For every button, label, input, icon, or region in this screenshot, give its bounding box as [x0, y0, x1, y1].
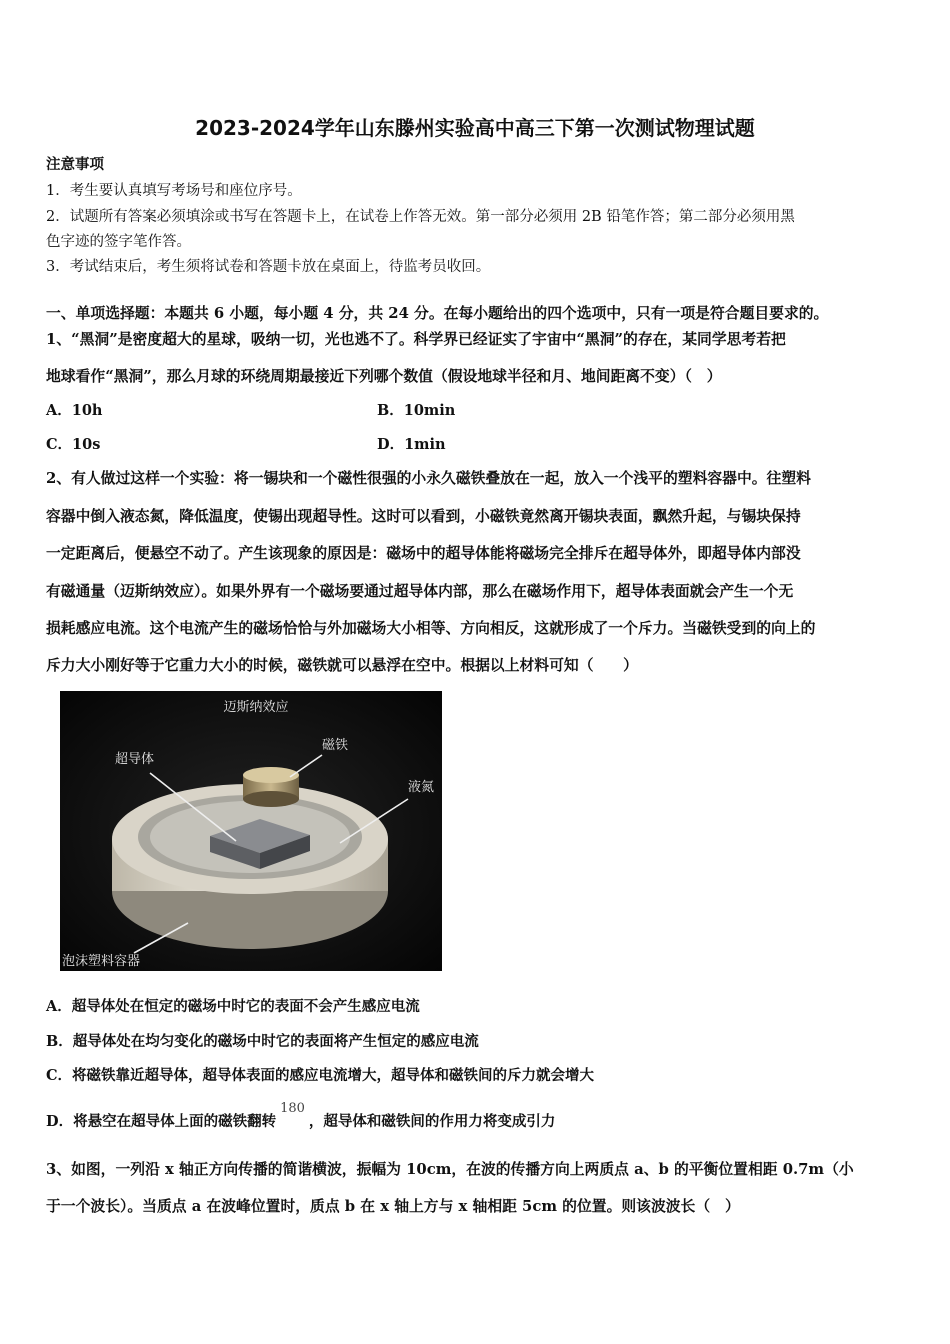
magnet-top — [243, 767, 299, 783]
notice-item: 3．考试结束后，考生须将试卷和答题卡放在桌面上，待监考员收回。 — [46, 259, 491, 275]
question-1-line: 地球看作“黑洞”，那么月球的环绕周期最接近下列哪个数值（假设地球半径和月、地间距离不变）（ ） — [46, 368, 722, 385]
question-2-line: 一定距离后，便悬空不动了。产生该现象的原因是：磁场中的超导体能将磁场完全排斥在超导体外，即超导体内部没 — [46, 545, 801, 562]
question-1-option-c: C．10s — [46, 436, 101, 453]
section-heading: 一、单项选择题：本题共 6 小题，每小题 4 分，共 24 分。在每小题给出的四个选项中，只有一项是符合题目要求的。 — [46, 305, 829, 322]
notice-item: 1．考生要认真填写考场号和座位序号。 — [46, 183, 302, 199]
question-2-line: 斥力大小刚好等于它重力大小的时候，磁铁就可以悬浮在空中。根据以上材料可知（ ） — [46, 657, 638, 674]
question-2-option-d — [46, 1101, 556, 1131]
question-2-line: 损耗感应电流。这个电流产生的磁场恰恰与外加磁场大小相等、方向相反，这就形成了一个斥力。当磁铁受到的向上的 — [46, 620, 816, 637]
question-2-option-c: C．将磁铁靠近超导体，超导体表面的感应电流增大，超导体和磁铁间的斥力就会增大 — [46, 1067, 595, 1084]
meissner-effect-figure — [60, 691, 442, 971]
question-3-line: 3、如图，一列沿 x 轴正方向传播的简谐横波，振幅为 10cm，在波的传播方向上两质点 a、b 的平衡位置相距 0.7m（小 — [46, 1161, 854, 1178]
question-3-line: 于一个波长）。当质点 a 在波峰位置时，质点 b 在 x 轴上方与 x 轴相距 5cm 的位置。则该波波长（ ） — [46, 1198, 740, 1215]
figure-title: 迈斯纳效应 — [223, 700, 289, 715]
question-2-line: 容器中倒入液态氮，降低温度，使锡出现超导性。这时可以看到，小磁铁竟然离开锡块表面，飘然升起，与锡块保持 — [46, 508, 801, 525]
label-superconductor: 超导体 — [115, 752, 155, 767]
question-2-line: 2、有人做过这样一个实验：将一锡块和一个磁性很强的小永久磁铁叠放在一起，放入一个浅平的塑料容器中。往塑料 — [46, 470, 811, 487]
option-d-text-before: D．将悬空在超导体上面的磁铁翻转 — [46, 1113, 277, 1130]
label-liquid-nitrogen: 液氮 — [408, 780, 435, 795]
page-title: 2023-2024学年山东滕州实验高中高三下第一次测试物理试题 — [195, 116, 755, 140]
notice-item: 色字迹的签字笔作答。 — [46, 234, 191, 250]
notice-heading: 注意事项 — [46, 156, 104, 173]
option-d-angle: 180 — [280, 1101, 305, 1116]
question-1-option-d: D．1min — [377, 436, 446, 453]
question-2-option-b: B．超导体处在均匀变化的磁场中时它的表面将产生恒定的感应电流 — [46, 1033, 479, 1050]
question-2-option-a: A．超导体处在恒定的磁场中时它的表面不会产生感应电流 — [46, 998, 420, 1015]
notice-item: 2．试题所有答案必须填涂或书写在答题卡上，在试卷上作答无效。第一部分必须用 2B 铅笔作答；第二部分必须用黑 — [46, 209, 795, 225]
option-d-text-after: ，超导体和磁铁间的作用力将变成引力 — [308, 1113, 556, 1130]
question-1-option-a: A．10h — [46, 402, 103, 419]
question-1-option-b: B．10min — [377, 402, 456, 419]
label-foam-container: 泡沫塑料容器 — [62, 954, 141, 969]
question-2-line: 有磁通量（迈斯纳效应）。如果外界有一个磁场要通过超导体内部，那么在磁场作用下，超导体表面就会产生一个无 — [46, 583, 794, 600]
magnet-bottom — [243, 791, 299, 807]
label-magnet: 磁铁 — [322, 738, 349, 753]
question-1-line: 1、“黑洞”是密度超大的星球，吸纳一切，光也逃不了。科学界已经证实了宇宙中“黑洞”的存在，某同学思考若把 — [46, 331, 786, 348]
